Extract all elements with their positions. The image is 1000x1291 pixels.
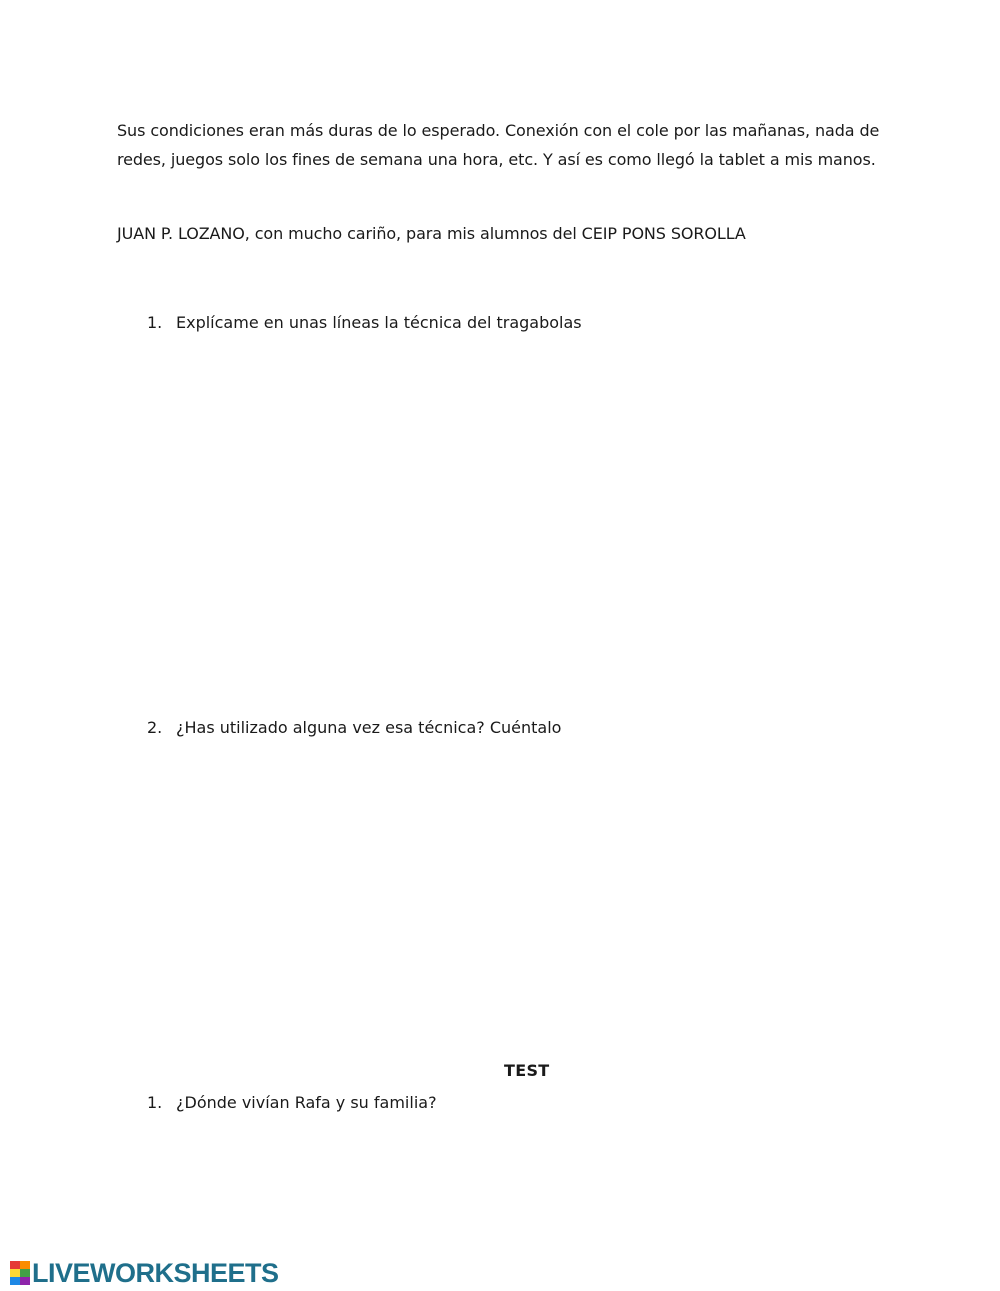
brand-name: LIVEWORKSHEETS [32, 1258, 279, 1288]
logo-tile [20, 1269, 30, 1277]
question-1 [147, 311, 582, 335]
question-2 [147, 716, 561, 740]
question-text: ¿Dónde vivían Rafa y su familia? [176, 1093, 437, 1112]
question-text: ¿Has utilizado alguna vez esa técnica? Cuéntalo [176, 718, 562, 737]
question-text: Explícame en unas líneas la técnica del tragabolas [176, 313, 582, 332]
logo-tile [20, 1277, 30, 1285]
logo-tile [10, 1261, 20, 1269]
question-number: 1. [147, 1093, 163, 1112]
question-number: 2. [147, 718, 163, 737]
footer-branding [10, 1258, 279, 1288]
logo-tile [10, 1277, 20, 1285]
logo-tile [10, 1269, 20, 1277]
test-heading: TEST [504, 1061, 550, 1080]
question-number: 1. [147, 313, 163, 332]
test-question-1 [147, 1091, 437, 1115]
author-credit: JUAN P. LOZANO, con mucho cariño, para mis alumnos del CEIP PONS SOROLLA [117, 224, 746, 243]
story-paragraph: Sus condiciones eran más duras de lo esperado. Conexión con el cole por las mañanas, nada de redes, juegos solo los fines de semana una hora, etc. Y así es como llegó la tablet a mis manos. [117, 121, 880, 169]
logo-tile [20, 1261, 30, 1269]
liveworksheets-logo-icon [10, 1261, 30, 1285]
